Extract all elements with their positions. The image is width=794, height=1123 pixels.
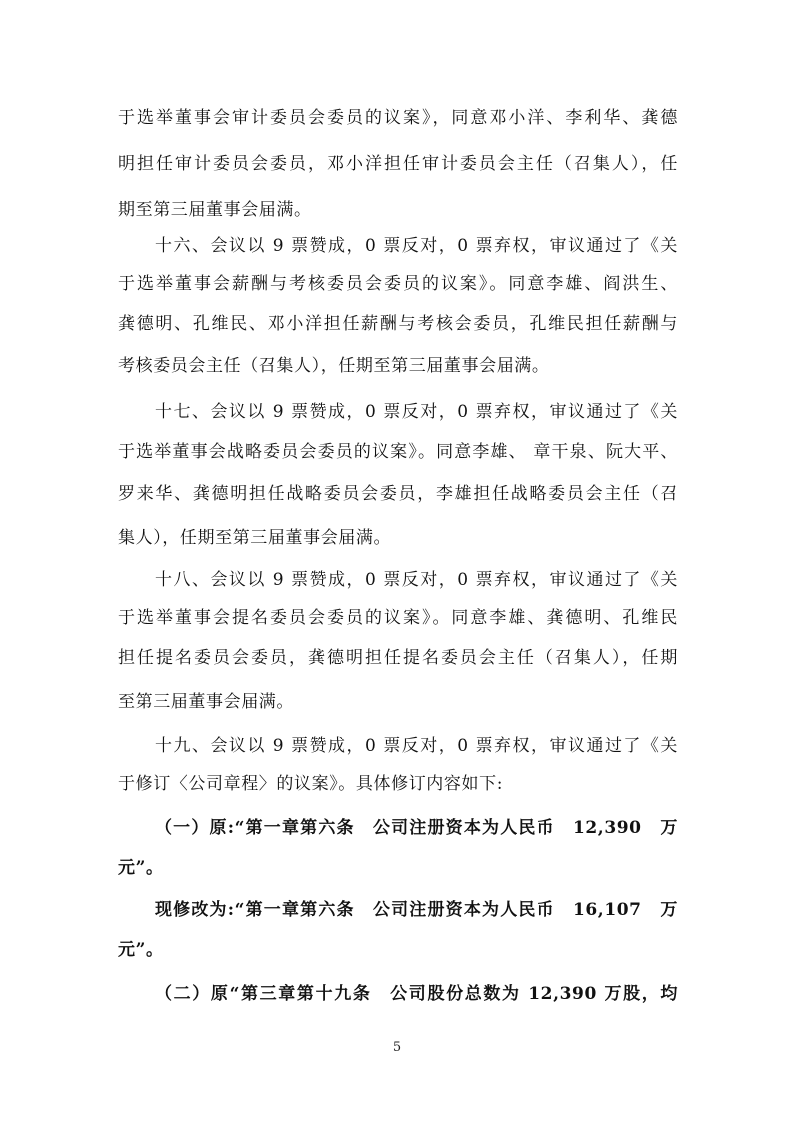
amendment-revised-line: 元”。: [118, 940, 164, 960]
amendment-original-line: （二）原“第三章第十九条 公司股份总数为 12,390 万股，均: [155, 984, 678, 1004]
paragraph-line: 于选举董事会战略委员会委员的议案》。同意李雄、 章干泉、阮大平、: [118, 442, 678, 462]
paragraph-line: 明担任审计委员会委员，邓小洋担任审计委员会主任（召集人），任: [118, 154, 678, 174]
paragraph-line: 龚德明、孔维民、邓小洋担任薪酬与考核会委员，孔维民担任薪酬与: [118, 314, 678, 334]
paragraph-line: 十七、会议以 9 票赞成，0 票反对，0 票弃权，审议通过了《关: [155, 402, 678, 422]
paragraph-line: 于选举董事会薪酬与考核委员会委员的议案》。同意李雄、阎洪生、: [118, 274, 678, 294]
paragraph-line: 考核委员会主任（召集人），任期至第三届董事会届满。: [118, 356, 550, 376]
paragraph-line: 至第三届董事会届满。: [118, 692, 294, 712]
paragraph-line: 罗来华、龚德明担任战略委员会委员，李雄担任战略委员会主任（召: [118, 484, 678, 504]
paragraph-line: 十六、会议以 9 票赞成，0 票反对，0 票弃权，审议通过了《关: [155, 236, 678, 256]
paragraph-line: 于选举董事会提名委员会委员的议案》。同意李雄、龚德明、孔维民: [118, 608, 678, 628]
amendment-original-line: 元”。: [118, 858, 164, 878]
paragraph-line: 于选举董事会审计委员会委员的议案》，同意邓小洋、李利华、龚德: [118, 108, 678, 128]
amendment-original-line: （一）原:“第一章第六条 公司注册资本为人民币 12,390 万: [155, 818, 678, 838]
paragraph-line: 集人），任期至第三届董事会届满。: [118, 528, 392, 548]
amendment-revised-line: 现修改为:“第一章第六条 公司注册资本为人民币 16,107 万: [155, 900, 678, 920]
page-number: 5: [392, 1040, 402, 1055]
paragraph-line: 于修订〈公司章程〉的议案》。具体修订内容如下:: [118, 774, 504, 794]
paragraph-line: 期至第三届董事会届满。: [118, 200, 312, 220]
paragraph-line: 十八、会议以 9 票赞成，0 票反对，0 票弃权，审议通过了《关: [155, 570, 678, 590]
paragraph-line: 十九、会议以 9 票赞成，0 票反对，0 票弃权，审议通过了《关: [155, 736, 678, 756]
paragraph-line: 担任提名委员会委员，龚德明担任提名委员会主任（召集人），任期: [118, 648, 678, 668]
